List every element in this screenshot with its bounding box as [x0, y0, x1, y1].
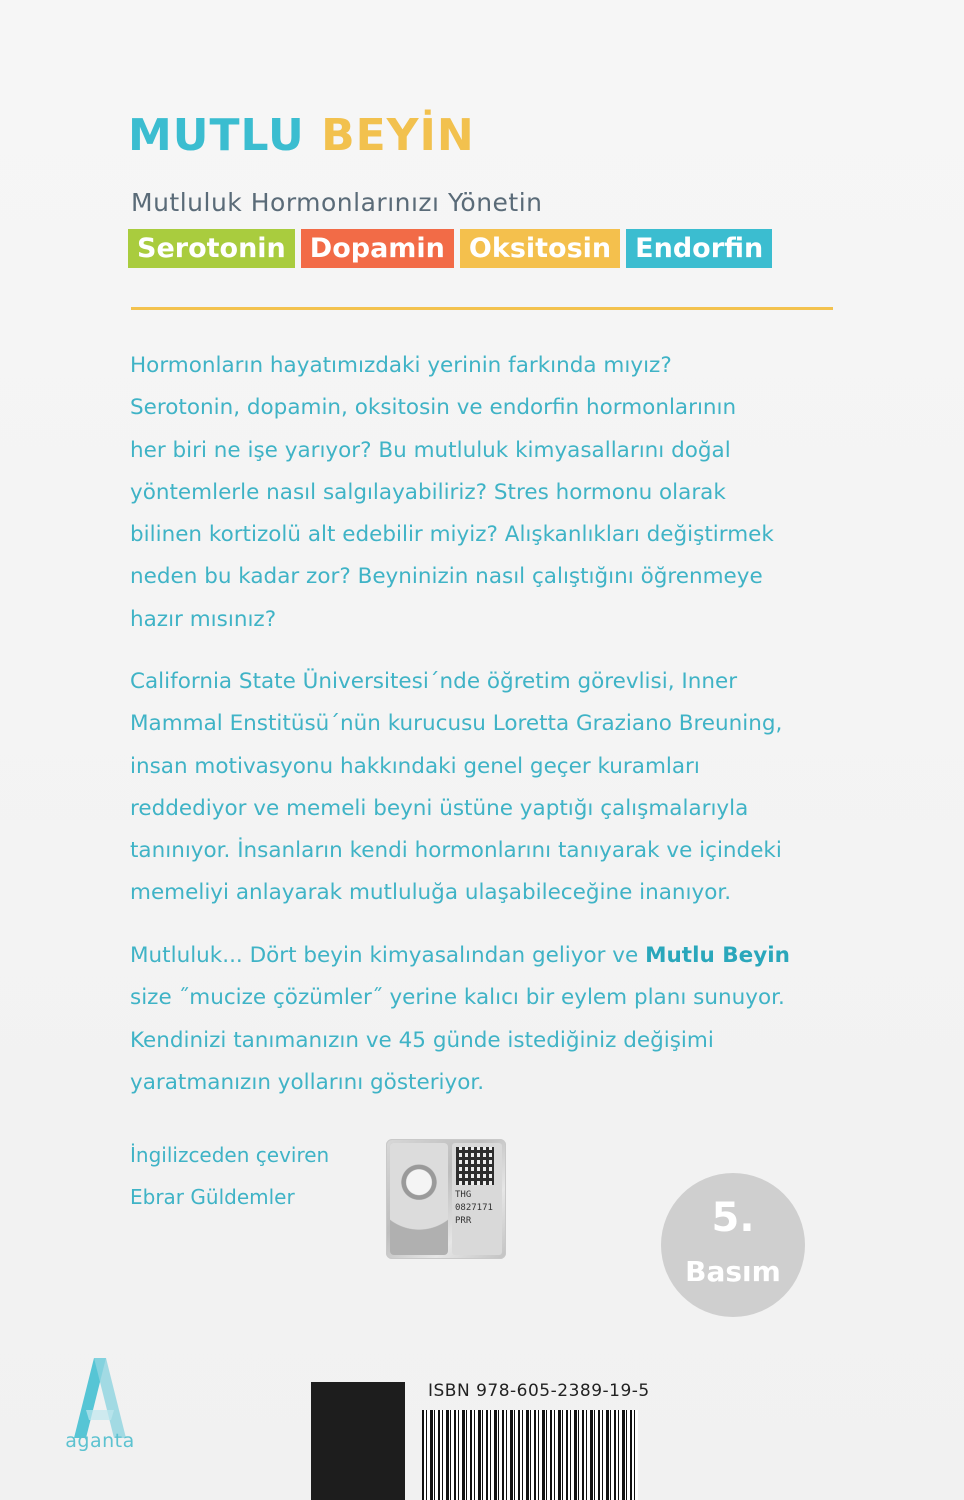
paragraph-line: her biri ne işe yarıyor? Bu mutluluk kimyasallarını doğal [130, 437, 731, 463]
paragraph-line: reddediyor ve memeli beyni üstüne yaptığı çalışmalarıyla [130, 795, 749, 821]
sticker-line: PRR [455, 1216, 472, 1226]
isbn-number: ISBN 978-605-2389-19-5 [428, 1381, 650, 1401]
book-title [128, 110, 475, 161]
barcode-block [311, 1382, 405, 1500]
title-word-beyin: BEYİN [321, 110, 475, 161]
tag-serotonin: Serotonin [128, 229, 295, 268]
blurb-paragraph-2 [130, 661, 840, 915]
paragraph-line: neden bu kadar zor? Beyninizin nasıl çalıştığını öğrenmeye [130, 564, 763, 590]
paragraph-line: Mammal Enstitüsü´nün kurucusu Loretta Graziano Breuning, [130, 711, 783, 737]
translator-credit [130, 1134, 329, 1218]
paragraph-line: hazır mısınız? [130, 606, 277, 632]
hologram-sticker [386, 1139, 506, 1259]
paragraph-line: size ˝mucize çözümler˝ yerine kalıcı bir eylem planı sunuyor. [130, 985, 785, 1011]
paragraph-text: Mutluluk... Dört beyin kimyasalından geliyor ve [130, 943, 646, 968]
book-subtitle: Mutluluk Hormonlarınızı Yönetin [131, 188, 543, 217]
hormone-tags [128, 229, 772, 268]
sticker-code [455, 1189, 503, 1228]
paragraph-line: memeliyi anlayarak mutluluğa ulaşabileceğine inanıyor. [130, 880, 732, 906]
edition-label: Basım [685, 1255, 781, 1288]
paragraph-line: insan motivasyonu hakkındaki genel geçer kuramları [130, 753, 700, 779]
tag-dopamin: Dopamin [301, 229, 454, 268]
paragraph-line: tanınıyor. İnsanların kendi hormonlarını tanıyarak ve içindeki [130, 838, 782, 864]
blurb-paragraph-3 [130, 935, 840, 1104]
hologram-seal [390, 1143, 448, 1255]
tag-endorfin: Endorfin [626, 229, 772, 268]
paragraph-line [130, 935, 840, 977]
translator-name: Ebrar Güldemler [130, 1185, 295, 1209]
paragraph-line: Serotonin, dopamin, oksitosin ve endorfin hormonlarının [130, 395, 737, 421]
paragraph-line: yaratmanızın yollarını gösteriyor. [130, 1069, 485, 1095]
sticker-line: 0827171 [455, 1203, 493, 1213]
tag-oksitosin: Oksitosin [460, 229, 620, 268]
section-divider [131, 307, 833, 310]
blurb-paragraph-1 [130, 345, 840, 641]
edition-number: 5. [711, 1195, 755, 1241]
translated-by-label: İngilizceden çeviren [130, 1143, 330, 1167]
paragraph-line: Hormonların hayatımızdaki yerinin farkında mıyız? [130, 353, 672, 378]
sticker-line: THG [455, 1190, 472, 1200]
paragraph-line: yöntemlerle nasıl salgılayabiliriz? Stres hormonu olarak [130, 479, 726, 505]
paragraph-line: California State Üniversitesi´nde öğretim görevlisi, Inner [130, 669, 738, 694]
paragraph-line: Kendinizi tanımanızın ve 45 günde istediğiniz değişimi [130, 1027, 714, 1053]
publisher-name: aganta [65, 1430, 135, 1452]
book-title-mention: Mutlu Beyin [645, 943, 790, 968]
paragraph-line: bilinen kortizolü alt edebilir miyiz? Alışkanlıkları değiştirmek [130, 522, 774, 548]
edition-badge [661, 1173, 805, 1317]
title-word-mutlu: MUTLU [128, 110, 305, 161]
isbn-barcode [422, 1410, 638, 1500]
qr-code-icon [456, 1147, 494, 1185]
